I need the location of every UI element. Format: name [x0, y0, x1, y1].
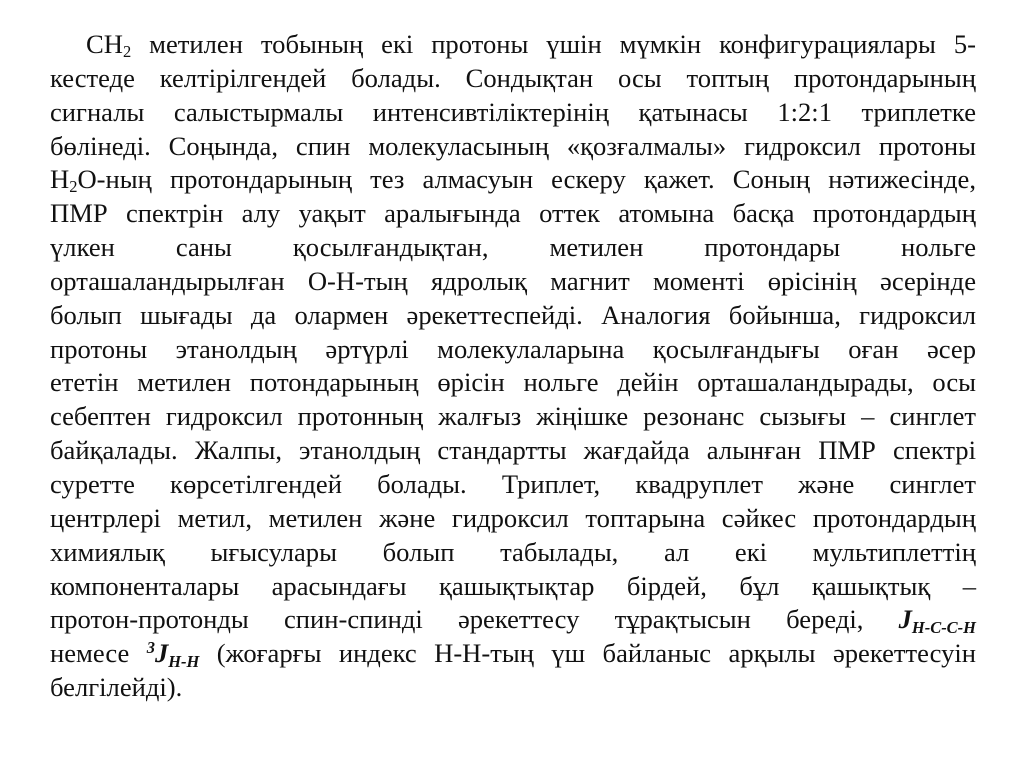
text-line: үлкен саны қосылғандықтан, метилен протондары нольге	[50, 232, 976, 263]
coupling-constant-symbol-3j: $^3$JH-H	[146, 638, 200, 672]
text-line: ететін метилен потондарының өрісін нольге дейін орташаландырады, осы	[50, 367, 976, 398]
text-line: суретте көрсетілгендей болады. Триплет, квадруплет және синглет	[50, 468, 976, 499]
text-line: белгілейді).	[50, 672, 183, 703]
text-line: бөлінеді. Соңында, спин молекуласының «қозғалмалы» гидроксил протоны	[50, 130, 976, 161]
text-line: болып шығады да олармен әрекеттеспейді. Аналогия бойынша, гидроксил	[50, 299, 976, 330]
text-line: кестеде келтірілгендей болады. Сондықтан осы топтың протондарының	[50, 62, 976, 93]
text-line: ПМР спектрін алу уақыт аралығында оттек атомына басқа протондардың	[50, 198, 976, 229]
text-line: протоны этанолдың әртүрлі молекулаларына қосылғандығы оған әсер	[50, 333, 976, 364]
text-line: центрлері метил, метилен және гидроксил топтарына сәйкес протондардың	[50, 502, 976, 533]
text-line: химиялық ығысулары болып табылады, ал екі мультиплеттің	[50, 536, 976, 567]
text-line: орташаландырылған О-Н-тың ядролық магнит моменті өрісінің әсерінде	[50, 265, 976, 296]
text-line: сигналы салыстырмалы интенсивтіліктерінің қатынасы 1:2:1 триплетке	[50, 96, 976, 127]
text-line: $CH_2$ метилен тобының екі протоны үшін мүмкін конфигурациялары 5-	[86, 29, 976, 62]
text-line: немесе $^3$JH-H (жоғарғы индекс H-H-тың үш байланыс арқылы әрекеттесуін	[50, 638, 977, 672]
text-line: компоненталары арасындағы қашықтықтар бірдей, бұл қашықтық –	[50, 570, 976, 601]
text-line: байқалады. Жалпы, этанолдың стандартты жағдайда алынған ПМР спектрі	[50, 435, 976, 466]
coupling-constant-symbol: JH-C-C-H	[898, 604, 976, 638]
text-line: себептен гидроксил протонның жалғыз жіңішке резонанс сызығы – синглет	[50, 401, 976, 432]
text-line: $H_2O$-ның протондарының тез алмасуын ескеру қажет. Соның нәтижесінде,	[50, 164, 976, 197]
text-line: протон-протонды спин-спинді әрекеттесу тұрақтысын береді, JH-C-C-H	[50, 604, 976, 638]
body-paragraph	[50, 28, 976, 705]
